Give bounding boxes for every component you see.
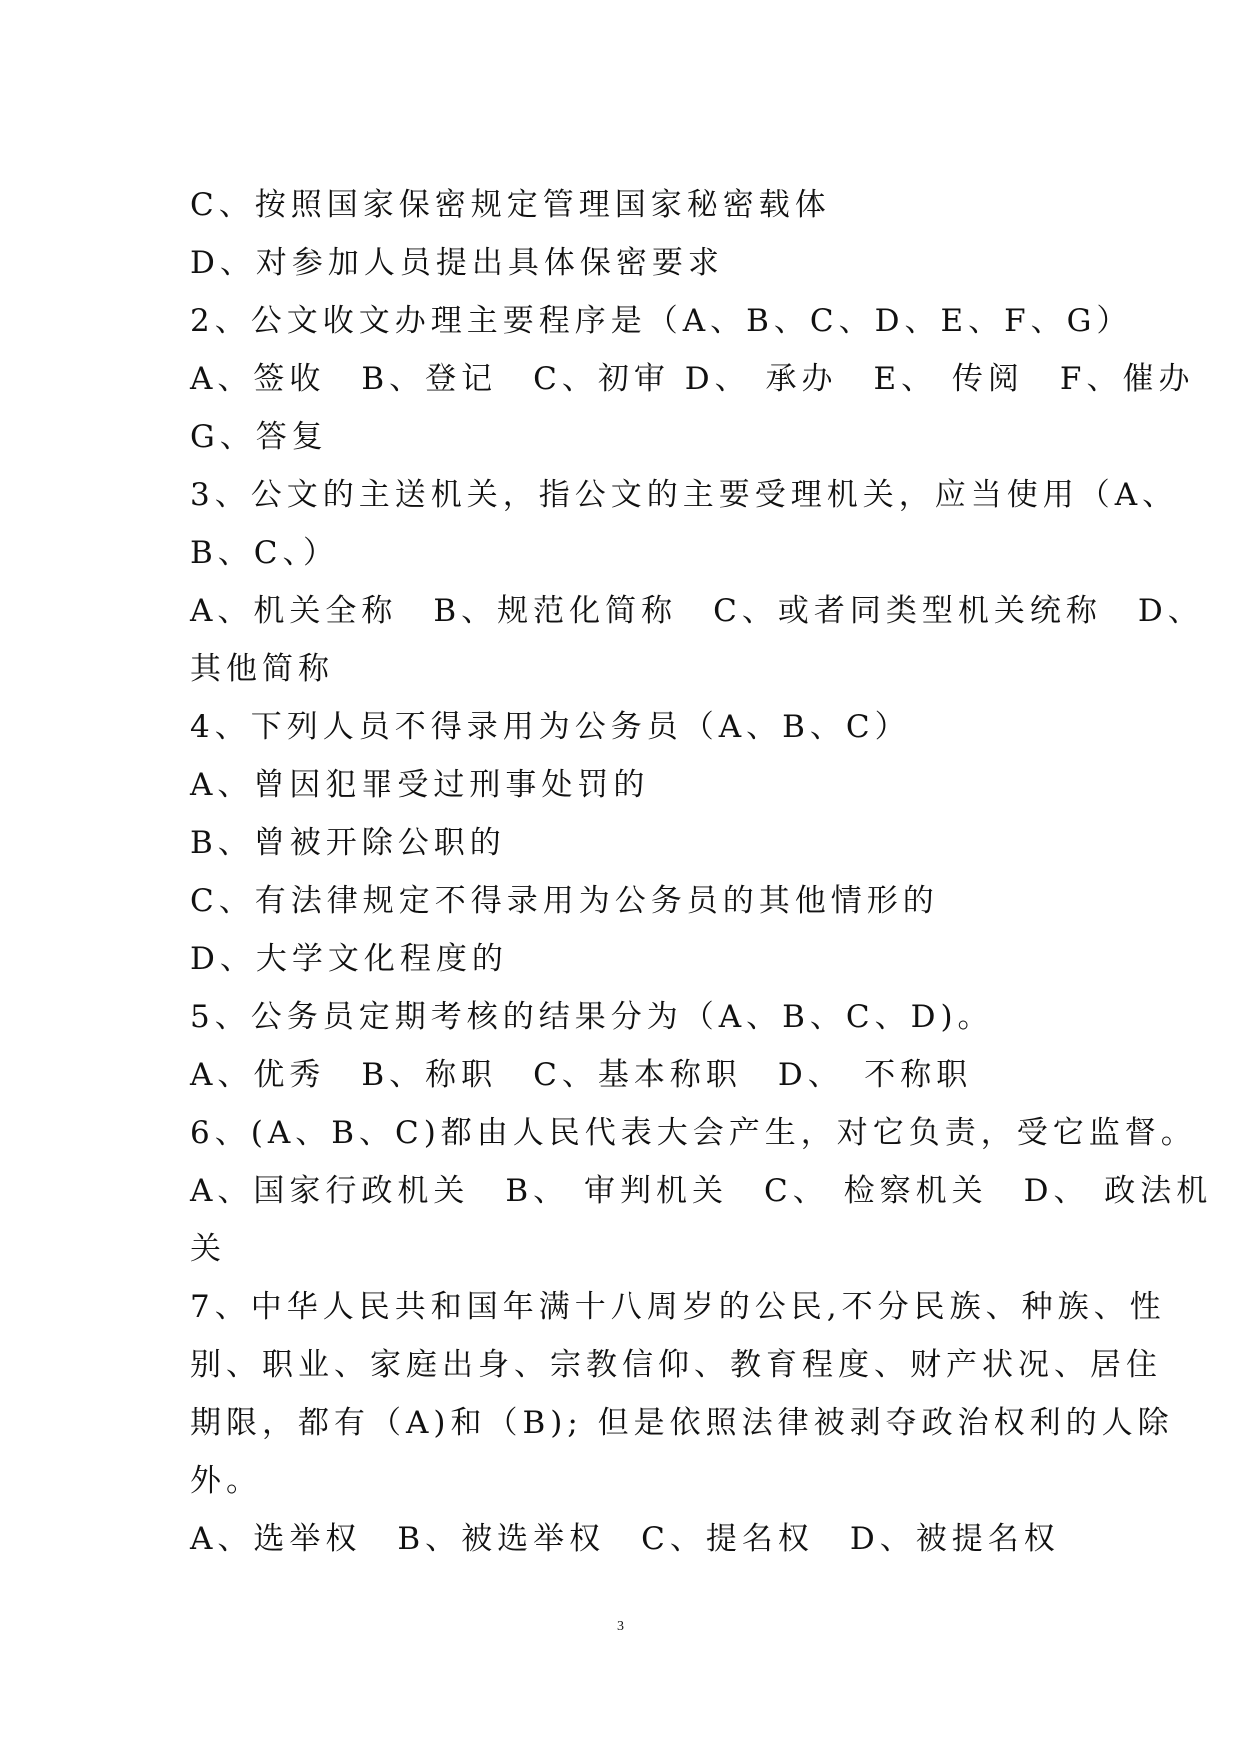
text-line: 6、(A、B、C)都由人民代表大会产生，对它负责，受它监督。 [190,1115,1197,1151]
text-line: 2、公文收文办理主要程序是（A、B、C、D、E、F、G） [190,303,1133,339]
text-line: C、按照国家保密规定管理国家秘密载体 [190,187,831,223]
text-line: A、签收 B、登记 C、初审 D、 承办 E、 传阅 F、催办 [190,361,1195,397]
text-line: 别、职业、家庭出身、宗教信仰、教育程度、财产状况、居住 [190,1347,1162,1383]
document-body [190,176,1213,1568]
page-number: 3 [617,1619,624,1634]
text-line: 3、公文的主送机关，指公文的主要受理机关，应当使用（A、 [190,477,1179,513]
text-line: 其他简称 [190,651,334,687]
text-line: 7、中华人民共和国年满十八周岁的公民,不分民族、种族、性 [190,1289,1166,1325]
text-line: G、答复 [190,419,328,455]
text-line: 4、下列人员不得录用为公务员（A、B、C） [190,709,911,745]
text-line: A、选举权 B、被选举权 C、提名权 D、被提名权 [190,1521,1060,1557]
text-line: D、大学文化程度的 [190,941,508,977]
text-line: A、机关全称 B、规范化简称 C、或者同类型机关统称 D、 [190,593,1204,629]
text-line: 期限，都有（A)和（B); 但是依照法律被剥夺政治权利的人除 [190,1405,1174,1441]
text-line: C、有法律规定不得录用为公务员的其他情形的 [190,883,939,919]
text-line: B、C、） [190,535,339,571]
text-line: B、曾被开除公职的 [190,825,506,861]
text-line: D、对参加人员提出具体保密要求 [190,245,724,281]
text-line: A、优秀 B、称职 C、基本称职 D、 不称职 [190,1057,973,1093]
text-line: A、曾因犯罪受过刑事处罚的 [190,767,650,803]
text-line: 关 [190,1231,226,1267]
text-line: A、国家行政机关 B、 审判机关 C、 检察机关 D、 政法机 [190,1173,1213,1209]
text-line: 外。 [190,1463,262,1499]
text-line: 5、公务员定期考核的结果分为（A、B、C、D)。 [190,999,994,1035]
